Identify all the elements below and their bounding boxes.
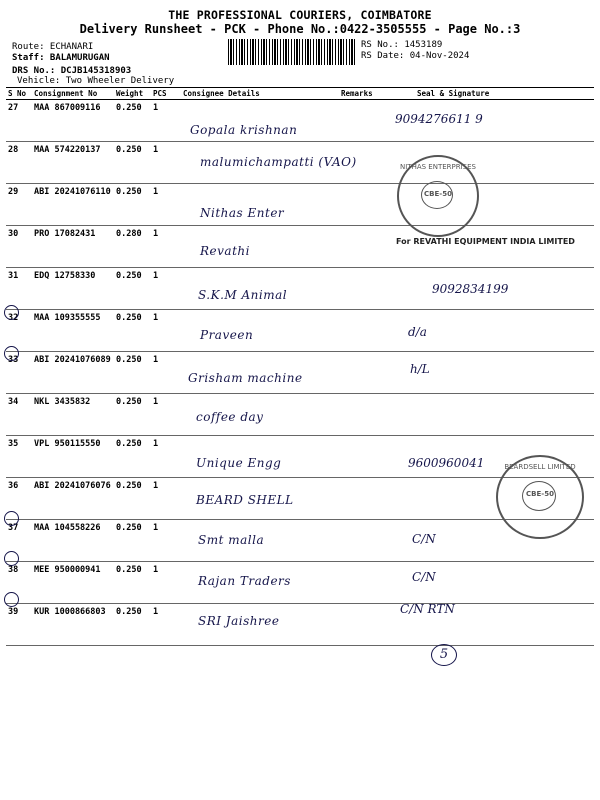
table-row xyxy=(6,100,594,142)
weight-cell: 0.250 xyxy=(114,394,151,436)
col-weight: Weight xyxy=(114,88,151,100)
page-count-mark: 5 xyxy=(431,644,457,666)
table-row xyxy=(6,520,594,562)
company-title: THE PROFESSIONAL COURIERS, COIMBATORE xyxy=(168,8,432,22)
consignee-handwriting: Rajan Traders xyxy=(198,574,291,588)
consignment-cell: ABI 20241076076 xyxy=(32,478,114,520)
consignment-cell: ABI 20241076110 xyxy=(32,184,114,226)
sno-cell: 32 xyxy=(6,310,32,352)
pcs-cell: 1 xyxy=(151,100,181,142)
table-row xyxy=(6,184,594,226)
pcs-cell: 1 xyxy=(151,142,181,184)
pcs-cell: 1 xyxy=(151,436,181,478)
consignee-handwriting: S.K.M Animal xyxy=(198,288,288,302)
circle-mark xyxy=(4,551,19,566)
consignee-handwriting: Nithas Enter xyxy=(200,206,285,220)
route-label: Route: ECHANARI xyxy=(12,42,94,52)
remarks-cell xyxy=(339,520,395,562)
runsheet-table xyxy=(6,87,594,646)
remarks-cell xyxy=(339,436,395,478)
pcs-cell: 1 xyxy=(151,352,181,394)
pcs-cell: 1 xyxy=(151,226,181,268)
consignee-handwriting: Revathi xyxy=(200,244,250,258)
consignee-handwriting: malumichampatti (VAO) xyxy=(200,155,357,169)
pcs-cell: 1 xyxy=(151,478,181,520)
remarks-cell xyxy=(339,478,395,520)
table-row xyxy=(6,226,594,268)
consignment-cell: MAA 574220137 xyxy=(32,142,114,184)
consignment-cell: NKL 3435832 xyxy=(32,394,114,436)
col-remarks: Remarks xyxy=(339,88,395,100)
sno-cell: 31 xyxy=(6,268,32,310)
signature-cell xyxy=(395,394,594,436)
weight-cell: 0.250 xyxy=(114,310,151,352)
circle-mark xyxy=(4,305,19,320)
col-consignee: Consignee Details xyxy=(181,88,339,100)
signature-handwriting: C/N xyxy=(412,570,436,584)
pcs-cell: 1 xyxy=(151,562,181,604)
signature-handwriting: C/N xyxy=(412,532,436,546)
col-signature: Seal & Signature xyxy=(395,88,594,100)
remarks-cell xyxy=(339,604,395,646)
staff-label: Staff: BALAMURUGAN xyxy=(12,53,110,63)
sno-cell: 38 xyxy=(6,562,32,604)
weight-cell: 0.250 xyxy=(114,184,151,226)
consignee-handwriting: Praveen xyxy=(200,328,254,342)
weight-cell: 0.250 xyxy=(114,142,151,184)
consignment-cell: MAA 867009116 xyxy=(32,100,114,142)
col-sno: S No xyxy=(6,88,32,100)
consignee-handwriting: SRI Jaishree xyxy=(198,614,280,628)
sno-cell: 34 xyxy=(6,394,32,436)
weight-cell: 0.250 xyxy=(114,100,151,142)
consignment-cell: VPL 950115550 xyxy=(32,436,114,478)
sno-cell: 28 xyxy=(6,142,32,184)
col-pcs: PCS xyxy=(151,88,181,100)
nithas-stamp: NITHAS ENTERPRISES CBE-50 xyxy=(397,155,479,237)
signature-handwriting: 9092834199 xyxy=(432,282,509,296)
sno-cell: 35 xyxy=(6,436,32,478)
consignment-cell: KUR 1000866803 xyxy=(32,604,114,646)
consignment-cell: EDQ 12758330 xyxy=(32,268,114,310)
sno-cell: 30 xyxy=(6,226,32,268)
barcode xyxy=(228,39,356,65)
weight-cell: 0.250 xyxy=(114,562,151,604)
weight-cell: 0.250 xyxy=(114,604,151,646)
circle-mark xyxy=(4,511,19,526)
weight-cell: 0.250 xyxy=(114,436,151,478)
pcs-cell: 1 xyxy=(151,268,181,310)
weight-cell: 0.280 xyxy=(114,226,151,268)
consignment-cell: PRO 17082431 xyxy=(32,226,114,268)
sno-cell: 36 xyxy=(6,478,32,520)
col-consignment: Consignment No xyxy=(32,88,114,100)
consignee-handwriting: Gopala krishnan xyxy=(190,123,298,137)
remarks-cell xyxy=(339,184,395,226)
table-row xyxy=(6,310,594,352)
drs-number: DRS No.: DCJB145318903 xyxy=(12,66,132,76)
remarks-cell xyxy=(339,352,395,394)
consignee-handwriting: BEARD SHELL xyxy=(196,493,294,507)
sno-cell: 29 xyxy=(6,184,32,226)
pcs-cell: 1 xyxy=(151,184,181,226)
runsheet-subtitle: Delivery Runsheet - PCK - Phone No.:0422-3505555 - Page No.:3 xyxy=(79,22,521,36)
weight-cell: 0.250 xyxy=(114,268,151,310)
signature-handwriting: 9600960041 xyxy=(408,456,485,470)
remarks-cell xyxy=(339,562,395,604)
remarks-cell xyxy=(339,100,395,142)
sno-cell: 37 xyxy=(6,520,32,562)
sno-cell: 39 xyxy=(6,604,32,646)
circle-mark xyxy=(4,346,19,361)
weight-cell: 0.250 xyxy=(114,520,151,562)
consignee-handwriting: coffee day xyxy=(196,410,264,424)
consignee-handwriting: Unique Engg xyxy=(196,456,282,470)
circle-mark xyxy=(4,592,19,607)
weight-cell: 0.250 xyxy=(114,478,151,520)
pcs-cell: 1 xyxy=(151,604,181,646)
pcs-cell: 1 xyxy=(151,310,181,352)
sno-cell: 33 xyxy=(6,352,32,394)
consignment-cell: MEE 950000941 xyxy=(32,562,114,604)
table-row xyxy=(6,604,594,646)
signature-handwriting: 9094276611 9 xyxy=(395,112,483,126)
pcs-cell: 1 xyxy=(151,520,181,562)
consignment-cell: MAA 104558226 xyxy=(32,520,114,562)
rs-date: RS Date: 04-Nov-2024 xyxy=(361,51,470,61)
signature-handwriting: h/L xyxy=(410,362,430,376)
consignee-handwriting: Smt malla xyxy=(198,533,265,547)
consignee-handwriting: Grisham machine xyxy=(188,371,303,385)
signature-handwriting: d/a xyxy=(408,325,427,339)
sno-cell: 27 xyxy=(6,100,32,142)
remarks-cell xyxy=(339,394,395,436)
consignment-cell: MAA 109355555 xyxy=(32,310,114,352)
rs-number: RS No.: 1453189 xyxy=(361,40,443,50)
revathi-company-seal: For REVATHI EQUIPMENT INDIA LIMITED xyxy=(396,237,575,246)
beardsell-stamp: BEARDSELL LIMITED CBE-50 xyxy=(496,455,584,539)
table-header xyxy=(6,88,594,100)
signature-handwriting: C/N RTN xyxy=(400,602,455,616)
table-row xyxy=(6,562,594,604)
remarks-cell xyxy=(339,310,395,352)
table-row xyxy=(6,394,594,436)
remarks-cell xyxy=(339,226,395,268)
remarks-cell xyxy=(339,268,395,310)
vehicle-label: Vehicle: Two Wheeler Delivery xyxy=(17,76,175,86)
weight-cell: 0.250 xyxy=(114,352,151,394)
consignment-cell: ABI 20241076089 xyxy=(32,352,114,394)
pcs-cell: 1 xyxy=(151,394,181,436)
